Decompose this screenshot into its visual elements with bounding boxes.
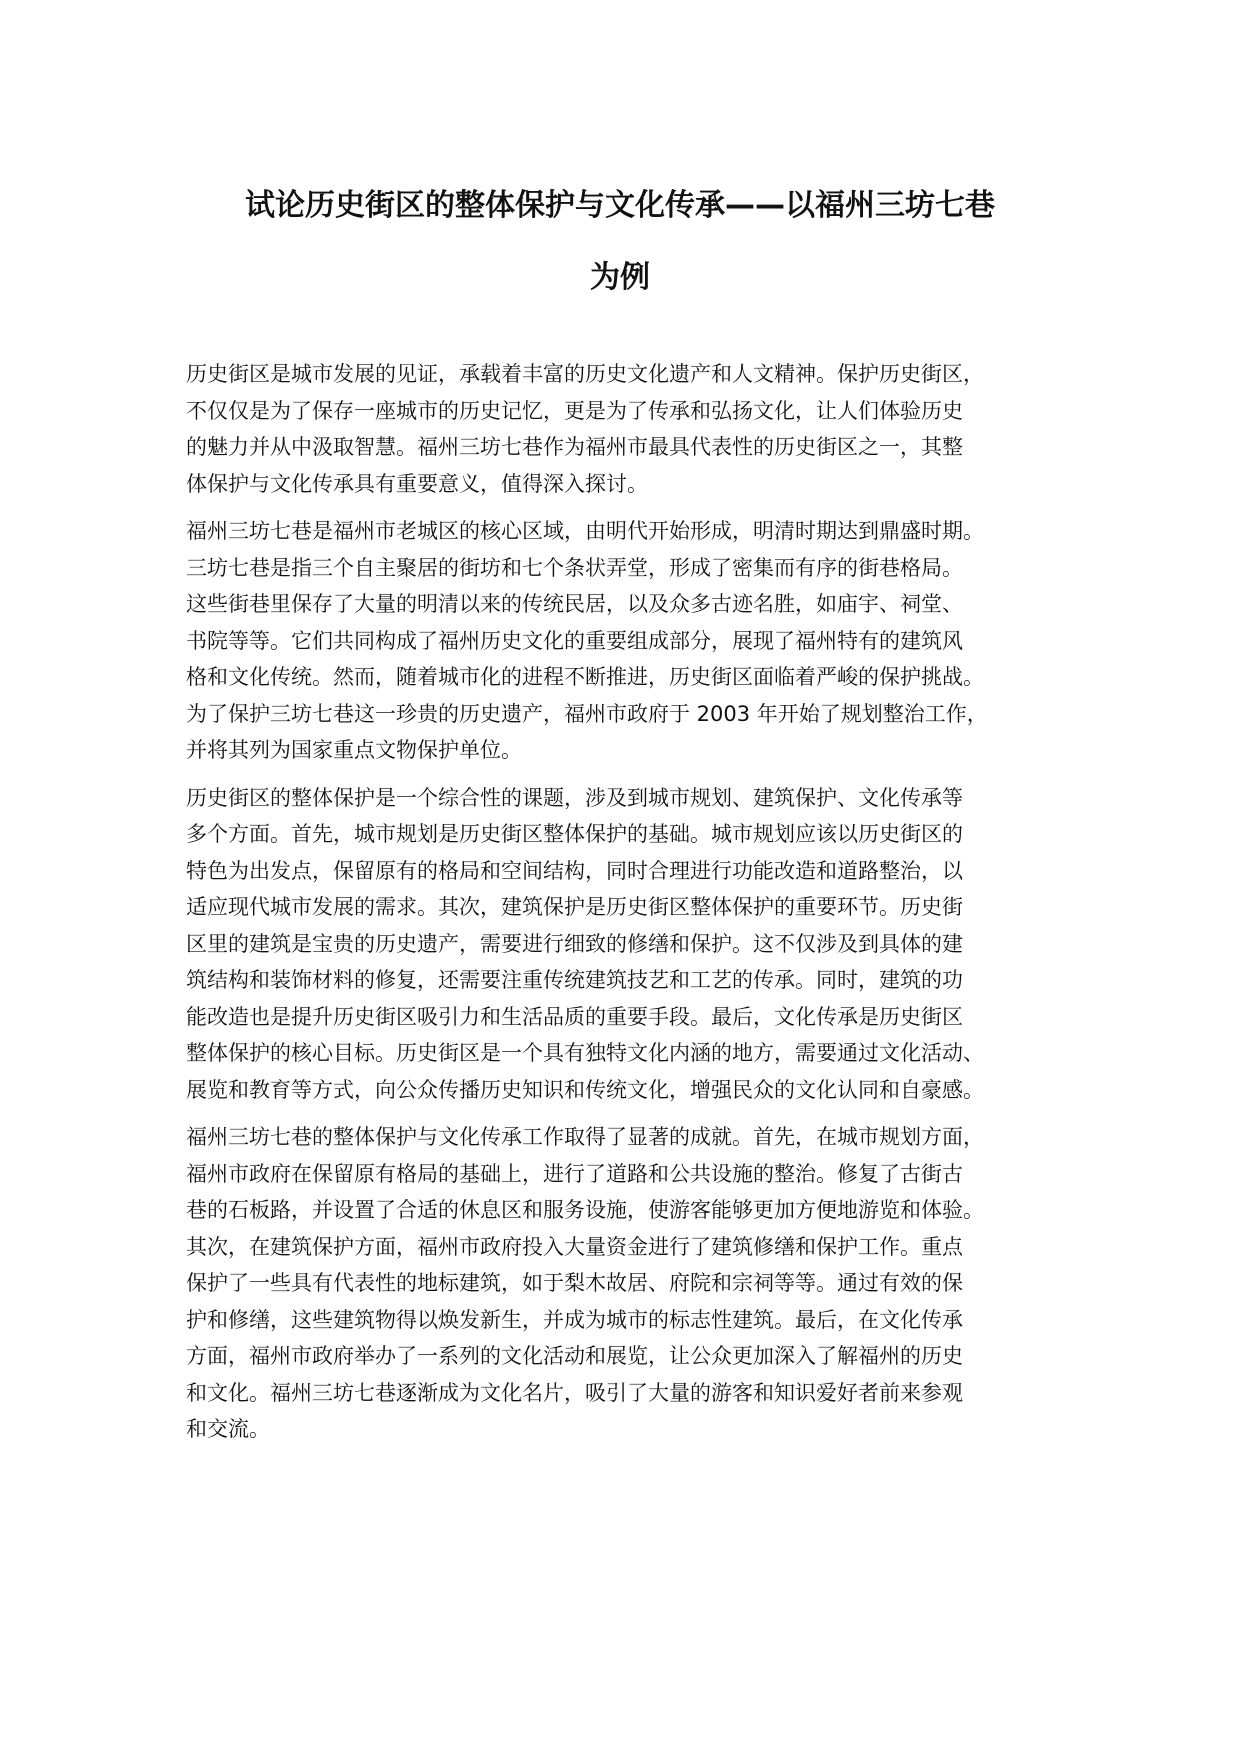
text-line: 和文化。福州三坊七巷逐渐成为文化名片，吸引了大量的游客和知识爱好者前来参观 — [186, 1380, 963, 1405]
document-body — [186, 356, 1066, 1459]
text-line: 能改造也是提升历史街区吸引力和生活品质的重要手段。最后，文化传承是历史街区 — [186, 1004, 963, 1029]
text-line: 的魅力并从中汲取智慧。福州三坊七巷作为福州市最具代表性的历史街区之一，其整 — [186, 435, 963, 459]
text-line: 不仅仅是为了保存一座城市的历史记忆，更是为了传承和弘扬文化，让人们体验历史 — [186, 398, 963, 423]
text-line: 区里的建筑是宝贵的历史遗产，需要进行细致的修缮和保护。这不仅涉及到具体的建 — [186, 931, 963, 956]
text-line: 为了保护三坊七巷这一珍贵的历史遗产，福州市政府于 2003 年开始了规划整治工作， — [186, 701, 988, 726]
text-line: 护和修缮，这些建筑物得以焕发新生，并成为城市的标志性建筑。最后，在文化传承 — [186, 1307, 963, 1332]
paragraph-3 — [186, 780, 1066, 1109]
text-line: 福州三坊七巷的整体保护与文化传承工作取得了显著的成就。首先，在城市规划方面， — [186, 1125, 984, 1149]
text-line: 和交流。 — [186, 1417, 270, 1441]
text-line: 历史街区的整体保护是一个综合性的课题，涉及到城市规划、建筑保护、文化传承等 — [186, 785, 963, 810]
text-line: 其次，在建筑保护方面，福州市政府投入大量资金进行了建筑修缮和保护工作。重点 — [186, 1234, 963, 1259]
text-line: 方面，福州市政府举办了一系列的文化活动和展览，让公众更加深入了解福州的历史 — [186, 1344, 963, 1368]
text-line: 特色为出发点，保留原有的格局和空间结构，同时合理进行功能改造和道路整治，以 — [186, 858, 963, 883]
text-line: 适应现代城市发展的需求。其次，建筑保护是历史街区整体保护的重要环节。历史街 — [186, 895, 963, 919]
text-line: 并将其列为国家重点文物保护单位。 — [186, 738, 522, 762]
paragraph-2 — [186, 513, 1066, 769]
text-line: 历史街区是城市发展的见证，承载着丰富的历史文化遗产和人文精神。保护历史街区， — [186, 362, 984, 386]
text-line: 保护了一些具有代表性的地标建筑，如于梨木故居、府院和宗祠等等。通过有效的保 — [186, 1271, 963, 1295]
text-line: 福州市政府在保留原有格局的基础上，进行了道路和公共设施的整治。修复了古街古 — [186, 1161, 963, 1186]
text-line: 多个方面。首先，城市规划是历史街区整体保护的基础。城市规划应该以历史街区的 — [186, 822, 963, 846]
text-line: 书院等等。它们共同构成了福州历史文化的重要组成部分，展现了福州特有的建筑风 — [186, 628, 963, 653]
text-line: 格和文化传统。然而，随着城市化的进程不断推进，历史街区面临着严峻的保护挑战。 — [186, 665, 984, 689]
text-line: 筑结构和装饰材料的修复，还需要注重传统建筑技艺和工艺的传承。同时，建筑的功 — [186, 968, 963, 992]
text-line: 三坊七巷是指三个自主聚居的街坊和七个条状弄堂，形成了密集而有序的街巷格局。 — [186, 555, 963, 580]
paragraph-4 — [186, 1119, 1066, 1448]
document-title-line-1: 试论历史街区的整体保护与文化传承——以福州三坊七巷 — [245, 188, 995, 223]
text-line: 整体保护的核心目标。历史街区是一个具有独特文化内涵的地方，需要通过文化活动、 — [186, 1041, 984, 1065]
text-line: 体保护与文化传承具有重要意义，值得深入探讨。 — [186, 471, 648, 496]
text-line: 展览和教育等方式，向公众传播历史知识和传统文化，增强民众的文化认同和自豪感。 — [186, 1077, 984, 1102]
paragraph-1 — [186, 356, 1066, 502]
text-line: 巷的石板路，并设置了合适的休息区和服务设施，使游客能够更加方便地游览和体验。 — [186, 1198, 984, 1222]
document-title-line-2: 为例 — [590, 260, 650, 295]
text-line: 这些街巷里保存了大量的明清以来的传统民居，以及众多古迹名胜，如庙宇、祠堂、 — [186, 592, 963, 616]
text-line: 福州三坊七巷是福州市老城区的核心区域，由明代开始形成，明清时期达到鼎盛时期。 — [186, 519, 984, 543]
